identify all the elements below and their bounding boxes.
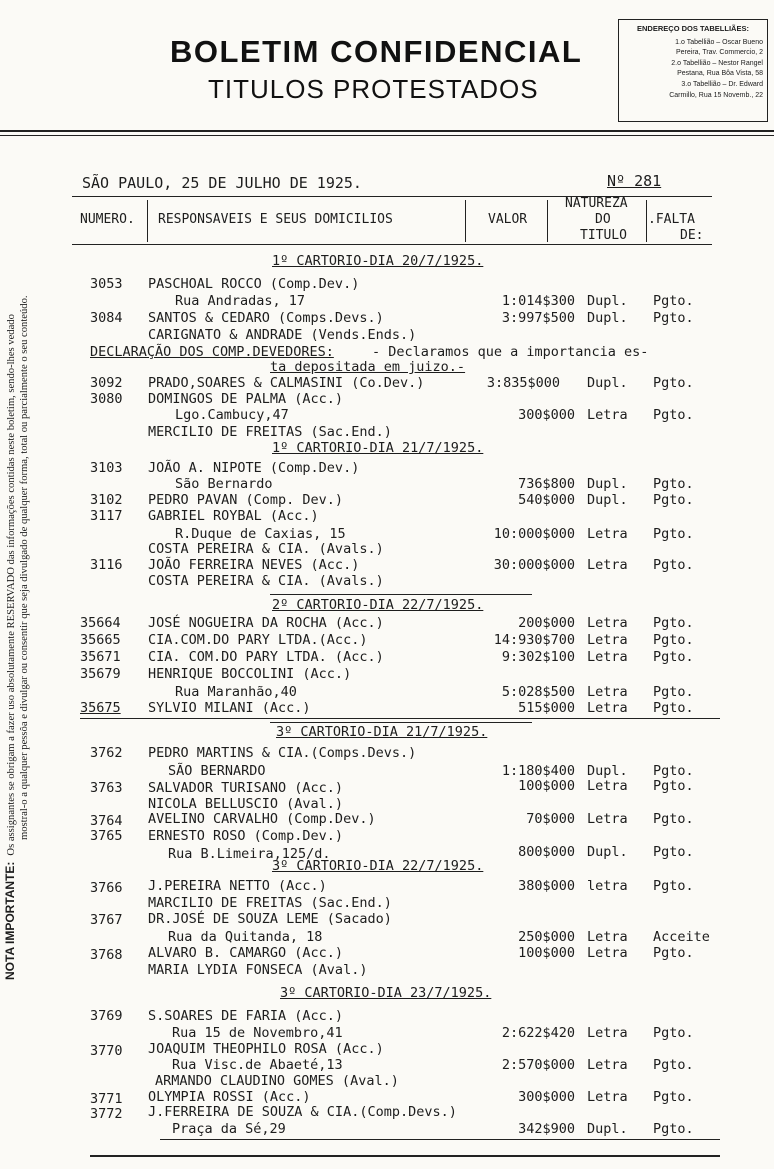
- table-row-nature: Letra: [587, 632, 628, 648]
- table-row-reason: Pgto.: [653, 492, 694, 508]
- table-row-number: 3102: [90, 492, 123, 508]
- table-row-number: 3763: [90, 780, 123, 796]
- table-row-address: Rua Maranhão,40: [175, 684, 297, 700]
- table-row-nature: letra: [587, 878, 628, 894]
- header-rule: [0, 130, 774, 132]
- table-row-nature: Letra: [587, 615, 628, 631]
- declaration-label: DECLARAÇÃO DOS COMP.DEVEDORES:: [90, 344, 334, 360]
- table-row-reason: Pgto.: [653, 1121, 694, 1137]
- section-heading: 3º CARTORIO-DIA 23/7/1925.: [280, 985, 492, 1001]
- table-row-name: CIA.COM.DO PARY LTDA.(Acc.): [148, 632, 368, 648]
- table-row-nature: Letra: [587, 407, 628, 423]
- table-row-nature: Letra: [587, 1089, 628, 1105]
- bulletin-date: SÃO PAULO, 25 DE JULHO DE 1925.: [82, 174, 362, 192]
- section-heading: 1º CARTORIO-DIA 20/7/1925.: [272, 253, 484, 269]
- table-row-nature: Letra: [587, 649, 628, 665]
- col-numero: NUMERO.: [80, 212, 135, 227]
- table-row-value: 70$000: [526, 811, 575, 827]
- table-row-value: 2:570$000: [501, 1057, 575, 1073]
- table-row-nature: Letra: [587, 929, 628, 945]
- table-row-name: MARIA LYDIA FONSECA (Aval.): [148, 962, 368, 978]
- address-line: 1.o Tabellião – Oscar Bueno: [675, 38, 763, 46]
- table-row-name: DOMINGOS DE PALMA (Acc.): [148, 391, 344, 407]
- table-row-reason: Pgto.: [653, 407, 694, 423]
- address-line: 2.o Tabellião – Nestor Rangel: [671, 59, 763, 67]
- col-responsaveis: RESPONSAVEIS E SEUS DOMICILIOS: [158, 212, 393, 227]
- table-row-name: JOÃO FERREIRA NEVES (Acc.): [148, 557, 360, 573]
- table-row-name: MERCILIO DE FREITAS (Sac.End.): [148, 424, 392, 440]
- table-row-reason: Pgto.: [653, 476, 694, 492]
- table-row-name: COSTA PEREIRA & CIA. (Avals.): [148, 541, 384, 557]
- table-row-address: Lgo.Cambucy,47: [175, 407, 289, 423]
- section-heading: 1º CARTORIO-DIA 21/7/1925.: [272, 440, 484, 456]
- table-row-value: 800$000: [518, 844, 575, 860]
- table-row-name: SYLVIO MILANI (Acc.): [148, 700, 311, 716]
- table-row-value: 3:835$000: [486, 375, 560, 391]
- table-row-name: HENRIQUE BOCCOLINI (Acc.): [148, 666, 352, 682]
- section-heading: 3º CARTORIO-DIA 22/7/1925.: [272, 858, 484, 874]
- table-row-nature: Dupl.: [587, 1121, 628, 1137]
- table-row-number: 35675: [80, 700, 121, 716]
- bulletin-subtitle: TITULOS PROTESTADOS: [208, 74, 539, 104]
- table-row-reason: Pgto.: [653, 1089, 694, 1105]
- table-row-number: 3770: [90, 1043, 123, 1059]
- notary-address-box: [618, 19, 768, 122]
- table-row-value: 30:000$000: [493, 557, 575, 573]
- table-row-name: JOÃO A. NIPOTE (Comp.Dev.): [148, 460, 360, 476]
- table-row-number: 3765: [90, 828, 123, 844]
- table-header-bottom-rule: [72, 244, 712, 245]
- table-row-value: 200$000: [518, 615, 575, 631]
- table-row-number: 3768: [90, 947, 123, 963]
- table-row-nature: Dupl.: [587, 763, 628, 779]
- table-row-name: GABRIEL ROYBAL (Acc.): [148, 508, 319, 524]
- section-heading: 2º CARTORIO-DIA 22/7/1925.: [272, 597, 484, 613]
- table-row-reason: Pgto.: [653, 844, 694, 860]
- table-row-name: SANTOS & CEDARO (Comps.Devs.): [148, 310, 384, 326]
- table-row-name: ARMANDO CLAUDINO GOMES (Aval.): [155, 1073, 399, 1089]
- table-row-value: 1:180$400: [501, 763, 575, 779]
- col-natureza-1: NATUREZA: [565, 196, 628, 211]
- table-row-name: AVELINO CARVALHO (Comp.Dev.): [148, 811, 376, 827]
- table-row-name: CIA. COM.DO PARY LTDA. (Acc.): [148, 649, 384, 665]
- table-row-number: 3103: [90, 460, 123, 476]
- table-row-reason: Pgto.: [653, 811, 694, 827]
- table-row-number: 35665: [80, 632, 121, 648]
- table-row-nature: Dupl.: [587, 476, 628, 492]
- table-row-name: PEDRO MARTINS & CIA.(Comps.Devs.): [148, 745, 417, 761]
- section-rule: [270, 594, 532, 595]
- table-row-reason: Pgto.: [653, 945, 694, 961]
- table-row-value: 540$000: [518, 492, 575, 508]
- table-row-number: 3084: [90, 310, 123, 326]
- table-row-name: J.PEREIRA NETTO (Acc.): [148, 878, 327, 894]
- footer-rule: [90, 1155, 720, 1157]
- table-row-reason: Acceite: [653, 929, 710, 945]
- table-row-reason: Pgto.: [653, 526, 694, 542]
- table-row-nature: Letra: [587, 945, 628, 961]
- table-row-value: 515$000: [518, 700, 575, 716]
- table-row-number: 3772: [90, 1106, 123, 1122]
- table-row-value: 5:028$500: [501, 684, 575, 700]
- col-falta-2: DE:: [680, 228, 704, 243]
- table-row-reason: Pgto.: [653, 649, 694, 665]
- table-row-number: 35679: [80, 666, 121, 682]
- table-row-name: JOAQUIM THEOPHILO ROSA (Acc.): [148, 1041, 384, 1057]
- table-row-number: 35664: [80, 615, 121, 631]
- table-row-value: 2:622$420: [501, 1025, 575, 1041]
- bulletin-title: BOLETIM CONFIDENCIAL: [170, 34, 583, 69]
- col-natureza-2: DO: [595, 212, 611, 227]
- table-row-number: 35671: [80, 649, 121, 665]
- bulletin-number: Nº 281: [607, 172, 662, 190]
- table-row-value: 300$000: [518, 1089, 575, 1105]
- table-row-address: Praça da Sé,29: [172, 1121, 286, 1137]
- table-row-address: SÃO BERNARDO: [168, 763, 266, 779]
- declaration-text-cont: ta depositada em juizo.-: [270, 359, 466, 375]
- table-row-name: ALVARO B. CAMARGO (Acc.): [148, 945, 344, 961]
- table-row-address: Rua B.Limeira,125/d.: [168, 846, 331, 862]
- table-row-reason: Pgto.: [653, 684, 694, 700]
- table-row-name: NICOLA BELLUSCIO (Aval.): [148, 796, 344, 812]
- address-line: Pestana, Rua Bôa Vista, 58: [677, 70, 763, 78]
- header-rule-thin: [0, 135, 774, 136]
- col-natureza-3: TITULO: [580, 228, 627, 243]
- table-row-value: 300$000: [518, 407, 575, 423]
- table-row-nature: Dupl.: [587, 375, 628, 391]
- table-row-value: 380$000: [518, 878, 575, 894]
- table-row-number: 3771: [90, 1091, 123, 1107]
- table-row-name: PASCHOAL ROCCO (Comp.Dev.): [148, 276, 360, 292]
- table-row-address: R.Duque de Caxias, 15: [175, 526, 346, 542]
- table-row-reason: Pgto.: [653, 310, 694, 326]
- table-row-nature: Dupl.: [587, 293, 628, 309]
- important-note-line2: mostral-o a qualquer pessôa e divulgar ou consentir que seja divulgado de qualquer forma, total ou parcialmente o seu conteúdo.: [18, 295, 30, 840]
- table-row-value: 14:930$700: [493, 632, 575, 648]
- address-box-heading: ENDEREÇO DOS TABELLIÃES:: [637, 24, 749, 33]
- table-row-name: MARCILIO DE FREITAS (Sac.End.): [148, 895, 392, 911]
- table-row-value: 100$000: [518, 945, 575, 961]
- col-valor: VALOR: [488, 212, 528, 227]
- address-line: Carmillo, Rua 15 Novemb., 22: [669, 91, 763, 99]
- table-row-reason: Pgto.: [653, 375, 694, 391]
- table-row-reason: Pgto.: [653, 615, 694, 631]
- table-row-name: DR.JOSÉ DE SOUZA LEME (Sacado): [148, 911, 392, 927]
- table-row-name: PRADO,SOARES & CALMASINI (Co.Dev.): [148, 375, 425, 391]
- table-row-nature: Letra: [587, 811, 628, 827]
- table-row-reason: Pgto.: [653, 632, 694, 648]
- table-row-reason: Pgto.: [653, 557, 694, 573]
- table-row-value: 1:014$300: [501, 293, 575, 309]
- table-row-name: S.SOARES DE FARIA (Acc.): [148, 1008, 344, 1024]
- table-row-nature: Letra: [587, 1057, 628, 1073]
- table-row-address: Rua da Quitanda, 18: [168, 929, 323, 945]
- table-row-address: Rua 15 de Novembro,41: [172, 1025, 343, 1041]
- table-row-value: 3:997$500: [501, 310, 575, 326]
- table-row-reason: Pgto.: [653, 293, 694, 309]
- table-row-nature: Letra: [587, 1025, 628, 1041]
- section-rule: [270, 722, 532, 723]
- table-row-reason: Pgto.: [653, 763, 694, 779]
- table-row-reason: Pgto.: [653, 1057, 694, 1073]
- table-row-reason: Pgto.: [653, 700, 694, 716]
- table-row-number: 3769: [90, 1008, 123, 1024]
- table-row-address: Rua Visc.de Abaeté,13: [172, 1057, 343, 1073]
- table-row-reason: Pgto.: [653, 1025, 694, 1041]
- important-note: [4, 0, 31, 980]
- important-note-line1: Os assignantes se obrigam a fazer uso absolutamente RESERVADO das informações contidas neste boletim, sendo-lhes vedado: [6, 314, 17, 856]
- table-row-nature: Dupl.: [587, 844, 628, 860]
- table-row-number: 3762: [90, 745, 123, 761]
- col-falta-1: .FALTA: [648, 212, 695, 227]
- table-row-value: 10:000$000: [493, 526, 575, 542]
- table-row-name: COSTA PEREIRA & CIA. (Avals.): [148, 573, 384, 589]
- table-row-nature: Letra: [587, 684, 628, 700]
- important-note-label: NOTA IMPORTANTE:: [3, 861, 17, 980]
- table-row-value: 342$900: [518, 1121, 575, 1137]
- row-underline: [160, 1139, 720, 1140]
- table-row-name: CARIGNATO & ANDRADE (Vends.Ends.): [148, 327, 417, 343]
- table-row-nature: Letra: [587, 700, 628, 716]
- table-row-address: Rua Andradas, 17: [175, 293, 306, 309]
- section-heading: 3º CARTORIO-DIA 21/7/1925.: [276, 724, 488, 740]
- table-row-number: 3766: [90, 880, 123, 896]
- table-row-value: 100$000: [518, 778, 575, 794]
- col-divider: [547, 200, 548, 242]
- table-row-nature: Letra: [587, 526, 628, 542]
- table-row-nature: Dupl.: [587, 492, 628, 508]
- col-divider: [465, 200, 466, 242]
- table-row-number: 3092: [90, 375, 123, 391]
- table-row-nature: Dupl.: [587, 310, 628, 326]
- address-line: Pereira, Trav. Commercio, 2: [675, 49, 763, 57]
- table-row-nature: Letra: [587, 557, 628, 573]
- table-row-value: 9:302$100: [501, 649, 575, 665]
- table-row-value: 736$800: [518, 476, 575, 492]
- table-row-number: 3080: [90, 391, 123, 407]
- table-row-number: 3053: [90, 276, 123, 292]
- col-divider: [147, 200, 148, 242]
- section-separator: [80, 718, 720, 719]
- table-row-reason: Pgto.: [653, 878, 694, 894]
- table-row-name: JOSÉ NOGUEIRA DA ROCHA (Acc.): [148, 615, 384, 631]
- table-row-name: OLYMPIA ROSSI (Acc.): [148, 1089, 311, 1105]
- table-row-nature: Letra: [587, 778, 628, 794]
- table-row-address: São Bernardo: [175, 476, 273, 492]
- table-row-name: SALVADOR TURISANO (Acc.): [148, 780, 344, 796]
- col-divider: [646, 200, 647, 242]
- table-row-number: 3116: [90, 557, 123, 573]
- table-row-reason: Pgto.: [653, 778, 694, 794]
- address-line: 3.o Tabellião – Dr. Edward: [681, 80, 763, 88]
- table-row-value: 250$000: [518, 929, 575, 945]
- table-row-number: 3117: [90, 508, 123, 524]
- table-row-number: 3767: [90, 912, 123, 928]
- table-row-name: ERNESTO ROSO (Comp.Dev.): [148, 828, 344, 844]
- table-row-name: PEDRO PAVAN (Comp. Dev.): [148, 492, 344, 508]
- table-row-name: J.FERREIRA DE SOUZA & CIA.(Comp.Devs.): [148, 1104, 457, 1120]
- declaration-text: - Declaramos que a importancia es-: [372, 344, 649, 360]
- table-row-number: 3764: [90, 813, 123, 829]
